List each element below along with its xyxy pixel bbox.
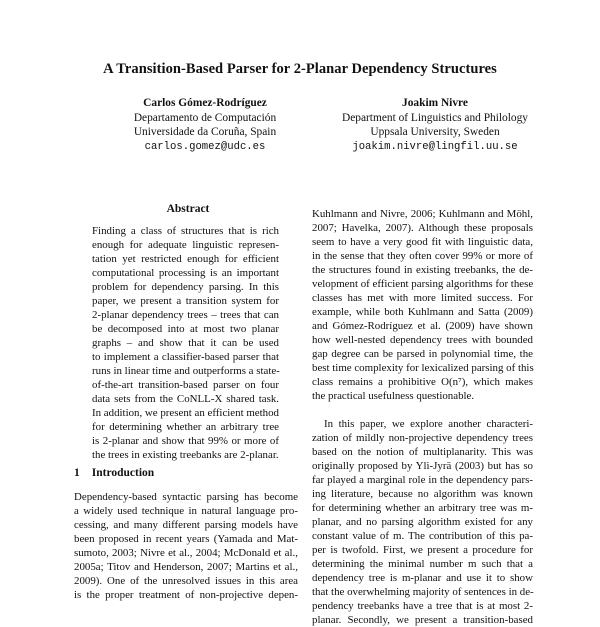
author-department: Department of Linguistics and Philology <box>341 111 529 124</box>
abstract-line: Finding a class of structures that is rich <box>92 225 279 237</box>
body-line: per is twofold. First, we present a procedure for <box>312 544 533 556</box>
author-department: Departamento de Computación <box>133 111 277 124</box>
body-line: ing literature, because no algorithm was known <box>312 488 533 500</box>
abstract-line: graphs – and show that it can be used <box>92 337 279 349</box>
body-line: Kuhlmann and Nivre, 2006; Kuhlmann and Möhl, <box>312 208 533 220</box>
body-line: example, while both Kuhlmann and Satta (2009) <box>312 306 533 318</box>
body-line: far played a marginal role in the dependency pars- <box>312 474 533 486</box>
body-line: planar. Secondly, we present a transition-based <box>312 614 533 626</box>
body-line: cessing, and many different parsing models have <box>74 519 298 531</box>
body-line: constant value of m. The contribution of this pa- <box>312 530 533 542</box>
author-block <box>100 96 310 154</box>
abstract-line: In addition, we present an efficient method <box>92 407 279 419</box>
abstract-line: is 2-planar and show that 99% or more of <box>92 435 279 447</box>
body-line: zation of mildly non-projective dependency trees <box>312 432 533 444</box>
body-line: class remains a prohibitive O(n⁷), which makes <box>312 376 533 388</box>
body-line: dependency tree is m-planar and use it to show <box>312 572 533 584</box>
body-line: in the sense that they often cover 99% or more of <box>312 250 533 262</box>
body-line: the structures found in existing treebanks, the de- <box>312 264 533 276</box>
abstract-line: to implement a classifier-based parser that <box>92 351 279 363</box>
abstract-line: 2-planar dependency trees – trees that can <box>92 309 279 321</box>
author-email[interactable]: joakim.nivre@lingfil.uu.se <box>352 140 518 153</box>
abstract-heading: Abstract <box>166 203 210 215</box>
section-heading <box>74 467 154 479</box>
author-institution: Uppsala University, Sweden <box>370 126 500 138</box>
body-line: how well-nested dependency trees with bounded <box>312 334 533 346</box>
abstract-line: the trees in existing treebanks are 2-planar. <box>92 449 279 461</box>
abstract-line: data sets from the CoNLL-X shared task. <box>92 393 279 405</box>
body-line: originally proposed by Yli-Jyrä (2003) but has so <box>312 460 533 472</box>
body-line: classes has met with more limited success. For <box>312 292 533 304</box>
introduction-body <box>74 490 298 602</box>
body-line: seem to have a very good fit with linguistic data, <box>312 236 533 248</box>
body-line: that the overwhelming majority of sentences in de- <box>312 586 534 598</box>
author-name: Joakim Nivre <box>402 97 468 109</box>
body-line: best time complexity for lexicalized parsing of this <box>312 362 534 374</box>
section-title: Introduction <box>91 467 155 479</box>
body-line: based on the notion of multiplanarity. This was <box>312 446 533 458</box>
author-institution: Universidade da Coruña, Spain <box>133 126 277 138</box>
body-line: been proposed in recent years (Yamada and Mat- <box>74 533 298 545</box>
abstract-line: be decomposed into at most two planar <box>92 323 279 335</box>
body-line: 2007; Havelka, 2007). Although these proposals <box>312 222 533 234</box>
abstract-line: problem for dependency parsing. In this <box>92 281 279 293</box>
right-column-body <box>312 207 533 627</box>
body-line: gap degree can be parsed in polynomial time, the <box>312 348 533 360</box>
body-line: Dependency-based syntactic parsing has become <box>74 491 298 503</box>
paper-title: A Transition-Based Parser for 2-Planar Dependency Structures <box>103 61 497 77</box>
body-line: sumoto, 2003; Nivre et al., 2004; McDonald et al., <box>74 547 298 559</box>
author-block <box>315 96 555 154</box>
body-line: and Gómez-Rodríguez et al. (2009) have shown <box>312 320 533 332</box>
abstract-line: enough for adequate linguistic represen- <box>92 239 279 251</box>
body-line: planar, and no parsing algorithm existed for any <box>312 516 533 528</box>
section-number: 1 <box>74 467 80 479</box>
body-line: 2009). One of the unresolved issues in this area <box>74 575 298 587</box>
abstract-line: tation yet restricted enough for efficient <box>92 253 279 265</box>
abstract-line: runs in linear time and outperforms a state- <box>92 365 280 377</box>
body-line: is the proper treatment of non-projective depen- <box>74 589 298 601</box>
body-line: for determining whether an arbitrary tree was m- <box>312 502 533 514</box>
author-email[interactable]: carlos.gomez@udc.es <box>144 140 266 153</box>
body-line: determining the minimal number m such that a <box>312 558 533 570</box>
abstract-line: paper, we present a transition system for <box>92 295 279 307</box>
body-line: velopment of efficient parsing algorithms for these <box>312 278 534 290</box>
abstract-line: for determining whether an arbitrary tree <box>92 421 279 433</box>
abstract-body <box>92 224 279 462</box>
body-line: In this paper, we explore another characteri- <box>324 418 533 430</box>
body-line: 2005a; Titov and Henderson, 2007; Martins et al., <box>74 561 298 573</box>
author-name: Carlos Gómez-Rodríguez <box>143 97 267 109</box>
body-line: a widely used technique in natural language pro- <box>74 505 298 517</box>
body-line: the practical usefulness questionable. <box>312 390 475 402</box>
abstract-line: computational processing is an important <box>92 267 279 279</box>
body-line: pendency treebanks have a tree that is at most 2- <box>312 600 533 612</box>
paragraph-gap <box>312 403 533 417</box>
abstract-line: of-the-art transition-based parser on four <box>92 379 279 391</box>
